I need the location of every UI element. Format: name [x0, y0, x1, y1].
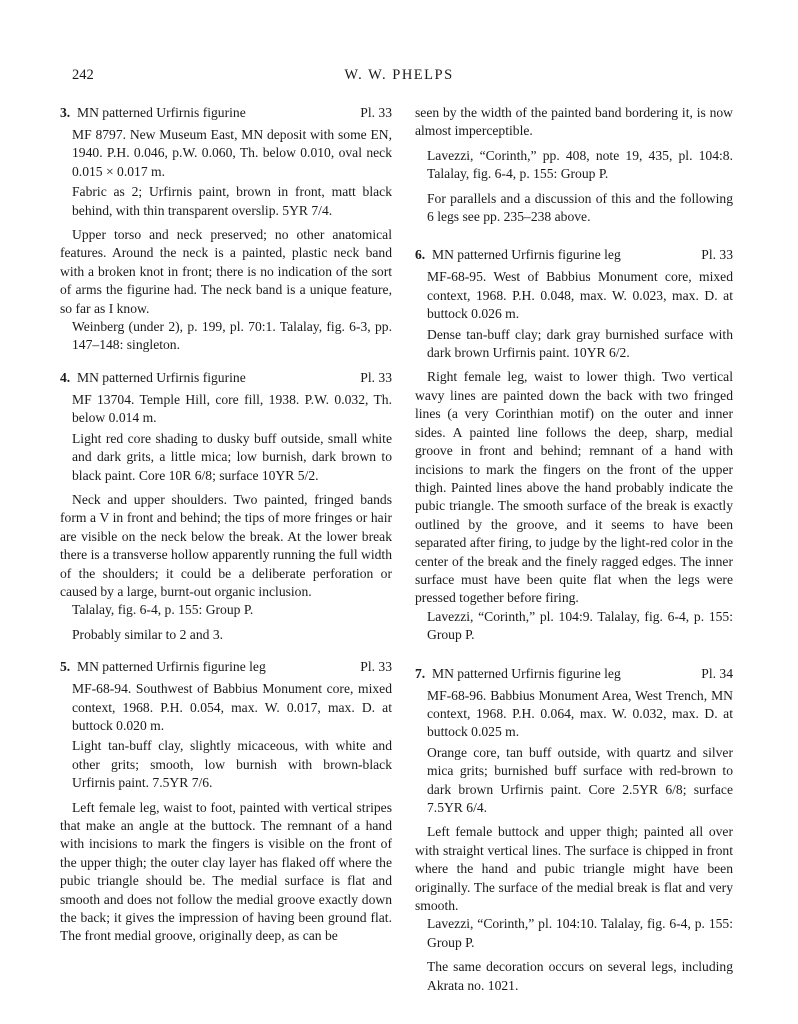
entry-heading	[60, 658, 392, 677]
plate-reference: Pl. 33	[360, 369, 392, 385]
entry-title: MN patterned Urfirnis figurine leg	[432, 665, 621, 681]
catalog-entry-3	[60, 104, 392, 355]
entry-number: 5.	[60, 659, 71, 675]
entry-title: MN patterned Urfirnis figurine	[77, 369, 246, 385]
right-column	[415, 104, 733, 995]
fabric-description: Fabric as 2; Urfirnis paint, brown in front, matt black behind, with thin transparent overslip. 5YR 7/4.	[72, 184, 392, 218]
plate-reference: Pl. 33	[360, 659, 392, 675]
page-number: 242	[72, 67, 94, 83]
entry-title: MN patterned Urfirnis figurine leg	[432, 247, 621, 263]
catalog-data: MF 8797. New Museum East, MN deposit with some EN, 1940. P.H. 0.046, p.W. 0.060, Th. below 0.010, oval neck 0.015 × 0.017 m.	[72, 127, 392, 179]
fabric-description: Orange core, tan buff outside, with quartz and silver mica grits; burnished buff surface with red-brown to dark brown Urfirnis paint. Core 2.5YR 6/8; surface 7.5YR 6/4.	[427, 744, 733, 815]
entry-description: Upper torso and neck preserved; no other anatomical features. Around the neck is a painted, plastic neck band with a broken knot in front; there is no indication of the sort of arms the figurine had. The neck band is a unique feature, so far as I know.	[60, 227, 392, 316]
entry-description: Right female leg, waist to lower thigh. Two vertical wavy lines are painted down the back with two fringed lines (a very Corinthian motif) on the outer and inner sides. A painted line follows the deep, sharp, medial groove in front and behind; remnant of a hand with incisions to mark the fingers on the front of the upper thigh. Painted lines above the hand probably indicate the pubic triangle. The smooth surface of the break is exactly outlined by the groove, and it seems to have been separated after firing, to judge by the light-red color in the center of the break and the finely ragged edges. The inner surface must have been quite flat when the legs were pressed together before firing.	[415, 369, 733, 606]
page-header	[0, 66, 798, 86]
catalog-entry-6	[415, 246, 733, 644]
catalog-entry-7	[415, 665, 733, 996]
catalog-data: MF-68-96. Babbius Monument Area, West Trench, MN context, 1968. P.H. 0.064, max. W. 0.032, max. D. at buttock 0.025 m.	[427, 687, 733, 740]
catalog-data: MF 13704. Temple Hill, core fill, 1938. P.W. 0.032, Th. below 0.014 m.	[72, 391, 392, 426]
plate-reference: Pl. 34	[701, 665, 733, 681]
catalog-entry-4	[60, 369, 392, 644]
entry-description: Left female buttock and upper thigh; painted all over with straight vertical lines. The surface is chipped in front where the hand and pubic triangle might have been originally. The surface of the medial break is flat and very smooth.	[415, 824, 733, 914]
catalog-entry-5	[60, 658, 392, 946]
plate-reference: Pl. 33	[701, 247, 733, 263]
entry-description-continued: seen by the width of the painted band bordering it, is now almost imperceptible.	[415, 105, 733, 139]
catalog-data: MF-68-95. West of Babbius Monument core, mixed context, 1968. P.H. 0.048, max. W. 0.023, max. D. at buttock 0.026 m.	[427, 269, 733, 322]
entry-title: MN patterned Urfirnis figurine	[77, 105, 246, 120]
fabric-description: Dense tan-buff clay; dark gray burnished surface with dark brown Urfirnis paint. 10YR 6/2.	[427, 326, 733, 361]
entry-description: Left female leg, waist to foot, painted with vertical stripes that make an angle at the buttock. The remnant of a hand with incisions to mark the fingers is visible on the front of the upper thigh; the outer clay layer has flaked off where the pubic triangle should be. The medial surface is flat and smooth and does not follow the medial groove exactly down the back; it gives the impression of having been ground flat. The front medial groove, originally deep, as can be	[60, 799, 392, 944]
fabric-description: Light red core shading to dusky buff outside, small white and dark grits, a little mica; low burnish, dark brown to black paint. Core 10R 6/8; surface 10YR 5/2.	[72, 430, 392, 483]
entry-title: MN patterned Urfirnis figurine leg	[77, 659, 266, 675]
entry-references: Weinberg (under 2), p. 199, pl. 70:1. Talalay, fig. 6-3, pp. 147–148: singleton.	[72, 319, 392, 353]
fabric-description: Light tan-buff clay, slightly micaceous, with white and other grits; smooth, low burnish with brown-black Urfirnis paint. 7.5YR 7/6.	[72, 738, 392, 791]
entry-description: Neck and upper shoulders. Two painted, fringed bands form a V in front and behind; the tips of more fringes or hair are visible on the neck below the break. At the lower break there is a transverse hollow apparently running the full width of the shoulders; it could be a deliberate perforation or caused by a large, burnt-out organic inclusion.	[60, 491, 392, 599]
entry-number: 3.	[60, 105, 71, 120]
entry-number: 7.	[415, 665, 426, 681]
entry-number: 4.	[60, 369, 71, 385]
entry-heading	[415, 665, 733, 684]
entry-heading	[415, 246, 733, 265]
entry-references: Lavezzi, “Corinth,” pp. 408, note 19, 435, pl. 104:8. Talalay, fig. 6-4, p. 155: Group P.	[427, 147, 733, 182]
entry-number: 6.	[415, 247, 426, 263]
entry-note: For parallels and a discussion of this and the following 6 legs see pp. 235–238 above.	[427, 190, 733, 225]
plate-reference: Pl. 33	[360, 105, 392, 120]
entry-note: The same decoration occurs on several legs, including Akrata no. 1021.	[427, 959, 733, 993]
running-head: W. W. PHELPS	[344, 67, 454, 83]
entry-references: Lavezzi, “Corinth,” pl. 104:10. Talalay, fig. 6-4, p. 155: Group P.	[427, 916, 733, 950]
entry-heading	[60, 369, 392, 388]
entry-references: Lavezzi, “Corinth,” pl. 104:9. Talalay, fig. 6-4, p. 155: Group P.	[427, 608, 733, 643]
left-column	[60, 104, 392, 946]
entry-heading	[60, 104, 392, 123]
entry-note: Probably similar to 2 and 3.	[72, 626, 224, 642]
entry-references: Talalay, fig. 6-4, p. 155: Group P.	[72, 602, 254, 618]
catalog-data: MF-68-94. Southwest of Babbius Monument core, mixed context, 1968. P.H. 0.054, max. W. 0.017, max. D. at buttock 0.020 m.	[72, 681, 392, 733]
